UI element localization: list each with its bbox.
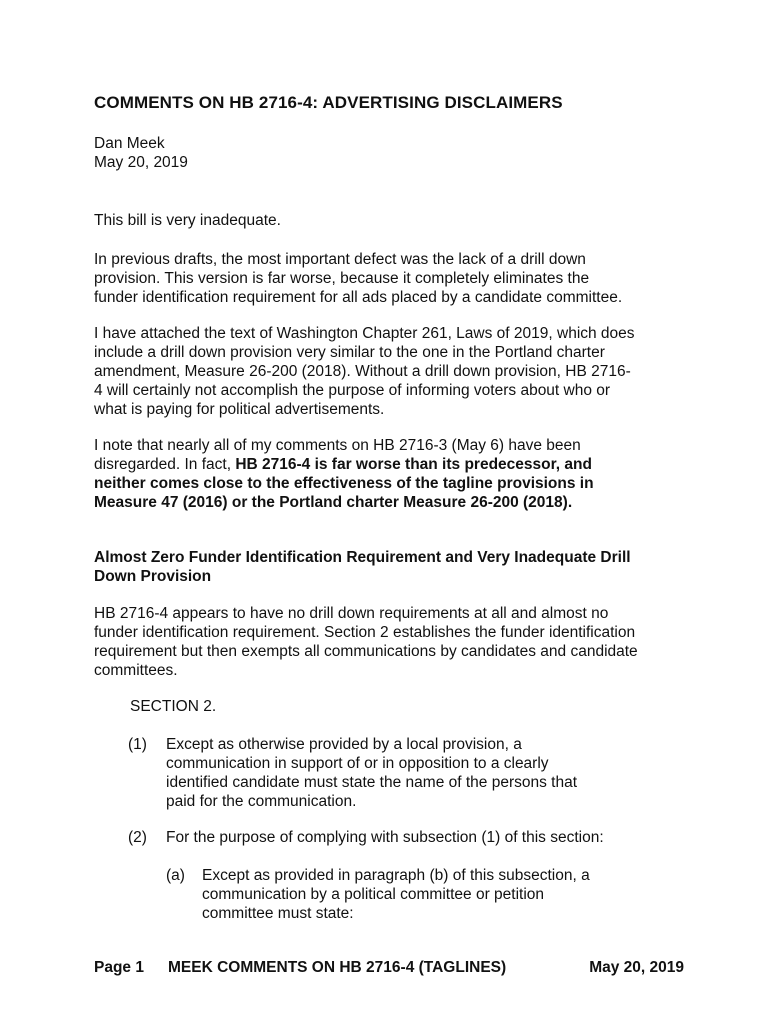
heading-line: Almost Zero Funder Identification Requirement and Very Inadequate Drill bbox=[94, 549, 631, 566]
heading-line: Down Provision bbox=[94, 568, 212, 585]
footer-title: MEEK COMMENTS ON HB 2716-4 (TAGLINES) bbox=[168, 959, 507, 976]
footer-date: May 20, 2019 bbox=[589, 959, 684, 976]
paragraph-line: funder identification requirement for all ads placed by a candidate committee. bbox=[94, 289, 623, 306]
paragraph-line: committees. bbox=[94, 662, 178, 679]
paragraph-line: amendment, Measure 26-200 (2018). Without a drill down provision, HB 2716- bbox=[94, 363, 631, 380]
item-line: For the purpose of complying with subsection (1) of this section: bbox=[166, 829, 604, 846]
paragraph-5 bbox=[94, 604, 684, 680]
paragraph-line: This bill is very inadequate. bbox=[94, 212, 281, 229]
document-date: May 20, 2019 bbox=[94, 154, 188, 171]
paragraph-3 bbox=[94, 324, 684, 419]
item-line: paid for the communication. bbox=[166, 793, 357, 810]
paragraph-1 bbox=[94, 211, 684, 230]
item-number: (1) bbox=[128, 736, 147, 753]
paragraph-2 bbox=[94, 250, 684, 307]
author-name: Dan Meek bbox=[94, 135, 165, 152]
paragraph-text: disregarded. In fact, bbox=[94, 456, 236, 473]
paragraph-line: funder identification requirement. Section 2 establishes the funder identification bbox=[94, 624, 636, 641]
paragraph-4 bbox=[94, 436, 684, 512]
paragraph-line: HB 2716-4 appears to have no drill down requirements at all and almost no bbox=[94, 605, 609, 622]
subitem-line: Except as provided in paragraph (b) of this subsection, a bbox=[202, 867, 590, 884]
paragraph-line bbox=[94, 455, 684, 474]
document-page bbox=[94, 0, 694, 1024]
paragraph-line: provision. This version is far worse, because it completely eliminates the bbox=[94, 270, 590, 287]
paragraph-line: I note that nearly all of my comments on HB 2716-3 (May 6) have been bbox=[94, 437, 581, 454]
section-heading bbox=[94, 548, 684, 586]
paragraph-line: include a drill down provision very similar to the one in the Portland charter bbox=[94, 344, 605, 361]
item-number: (2) bbox=[128, 829, 147, 846]
emphasis-line: neither comes close to the effectiveness of the tagline provisions in bbox=[94, 475, 594, 492]
subitem-number: (a) bbox=[166, 867, 185, 884]
document-title: COMMENTS ON HB 2716-4: ADVERTISING DISCLAIMERS bbox=[94, 93, 563, 112]
item-line: Except as otherwise provided by a local provision, a bbox=[166, 736, 522, 753]
author-block bbox=[94, 134, 188, 172]
item-line: communication in support of or in opposition to a clearly bbox=[166, 755, 549, 772]
quoted-subitem-a bbox=[202, 866, 632, 923]
emphasis-text: HB 2716-4 is far worse than its predecessor, and bbox=[235, 456, 592, 473]
emphasis-line: Measure 47 (2016) or the Portland charter Measure 26-200 (2018). bbox=[94, 494, 573, 511]
quoted-item-2 bbox=[166, 828, 666, 847]
quoted-item-1 bbox=[166, 735, 626, 811]
paragraph-line: what is paying for political advertisements. bbox=[94, 401, 385, 418]
footer-page-number: Page 1 bbox=[94, 959, 144, 976]
paragraph-line: 4 will certainly not accomplish the purpose of informing voters about who or bbox=[94, 382, 611, 399]
subitem-line: committee must state: bbox=[202, 905, 354, 922]
item-line: identified candidate must state the name of the persons that bbox=[166, 774, 578, 791]
quoted-section-label: SECTION 2. bbox=[130, 698, 217, 715]
subitem-line: communication by a political committee or petition bbox=[202, 886, 545, 903]
paragraph-line: I have attached the text of Washington Chapter 261, Laws of 2019, which does bbox=[94, 325, 635, 342]
paragraph-line: In previous drafts, the most important defect was the lack of a drill down bbox=[94, 251, 586, 268]
paragraph-line: requirement but then exempts all communications by candidates and candidate bbox=[94, 643, 638, 660]
